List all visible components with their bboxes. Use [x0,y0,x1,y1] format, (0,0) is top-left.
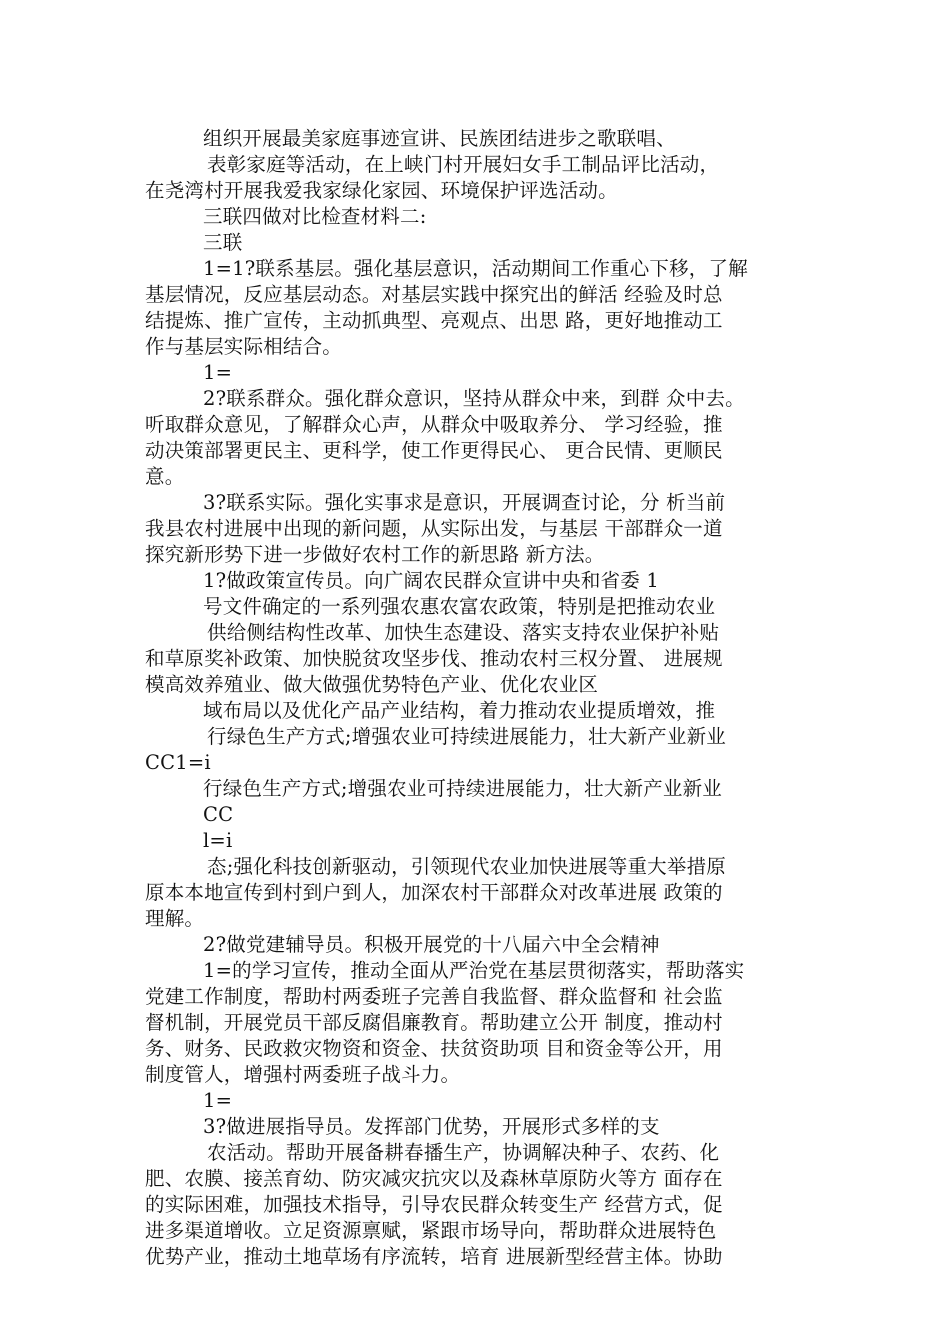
text-line: 在尧湾村开展我爱我家绿化家园、环境保护评选活动。 [145,179,618,202]
text-line: 动决策部署更民主、更科学，使工作更得民心、 更合民情、更顺民 [145,439,723,462]
text-line: 3?联系实际。强化实事求是意识，开展调查讨论，分 析当前 [203,491,726,514]
text-line: 探究新形势下进一步做好农村工作的新思路 新方法。 [145,543,605,566]
text-line: 行绿色生产方式;增强农业可持续进展能力，壮大新产业新业 [207,725,726,748]
text-line: CC [203,803,234,826]
text-line: 意。 [145,465,185,488]
text-line: 1=1?联系基层。强化基层意识，活动期间工作重心下移，了解 [203,257,748,280]
text-line: 理解。 [145,907,205,930]
text-line: 2?联系群众。强化群众意识，坚持从群众中来，到群 众中去。 [203,387,745,410]
text-line: 3?做进展指导员。发挥部门优势，开展形式多样的支 [203,1115,660,1138]
text-line: 党建工作制度，帮助村两委班子完善自我监督、群众监督和 社会监 [145,985,723,1008]
text-line: 组织开展最美家庭事迹宣讲、民族团结进步之歌联唱、 [203,127,676,150]
text-line: 作与基层实际相结合。 [145,335,343,358]
text-line: 1?做政策宣传员。向广阔农民群众宣讲中央和省委 1 [203,569,659,592]
text-line: 农活动。帮助开展备耕春播生产，协调解决种子、农药、化 [207,1141,720,1164]
text-line: 号文件确定的一系列强农惠农富农政策，特别是把推动农业 [203,595,716,618]
section-heading: 三联四做对比检查材料二: [203,205,427,228]
text-line: 优势产业，推动土地草场有序流转，培育 进展新型经营主体。协助 [145,1245,723,1268]
text-line: 务、财务、民政救灾物资和资金、扶贫资助项 目和资金等公开，用 [145,1037,723,1060]
text-line: 我县农村进展中出现的新问题，从实际出发，与基层 干部群众一道 [145,517,723,540]
text-line: 表彰家庭等活动，在上峡门村开展妇女手工制品评比活动， [207,153,720,176]
text-line: 行绿色生产方式;增强农业可持续进展能力，壮大新产业新业 [203,777,722,800]
text-line: 1= [203,1089,233,1112]
text-line: 2?做党建辅导员。积极开展党的十八届六中全会精神 [203,933,660,956]
text-line: 模高效养殖业、做大做强优势特色产业、优化农业区 [145,673,599,696]
section-heading: 三联 [203,231,243,254]
text-line: CC1=i [145,751,211,774]
text-line: 基层情况，反应基层动态。对基层实践中探究出的鲜活 经验及时总 [145,283,723,306]
text-line: 的实际困难，加强技术指导，引导农民群众转变生产 经营方式，促 [145,1193,723,1216]
text-line: 原本本地宣传到村到户到人，加深农村干部群众对改革进展 政策的 [145,881,723,904]
text-line: 和草原奖补政策、加快脱贫攻坚步伐、推动农村三权分置、 进展规 [145,647,723,670]
text-line: 供给侧结构性改革、加快生态建设、落实支持农业保护补贴 [207,621,720,644]
text-line: l=i [203,829,233,852]
text-line: 肥、农膜、接羔育幼、防灾减灾抗灾以及森林草原防火等方 面存在 [145,1167,723,1190]
text-line: 制度管人，增强村两委班子战斗力。 [145,1063,461,1086]
text-line: 进多渠道增收。立足资源禀赋，紧跟市场导向，帮助群众进展特色 [145,1219,717,1242]
text-line: 1=的学习宣传，推动全面从严治党在基层贯彻落实，帮助落实 [203,959,745,982]
text-line: 域布局以及优化产品产业结构，着力推动农业提质增效，推 [203,699,716,722]
text-line: 态;强化科技创新驱动，引领现代农业加快进展等重大举措原 [207,855,726,878]
text-line: 结提炼、推广宣传，主动抓典型、亮观点、出思 路，更好地推动工 [145,309,723,332]
text-line: 1= [203,361,233,384]
text-line: 督机制，开展党员干部反腐倡廉教育。帮助建立公开 制度，推动村 [145,1011,723,1034]
text-line: 听取群众意见，了解群众心声，从群众中吸取养分、 学习经验，推 [145,413,723,436]
